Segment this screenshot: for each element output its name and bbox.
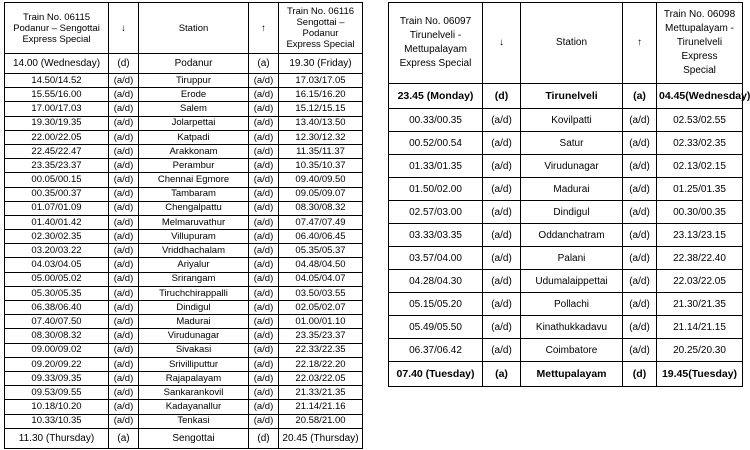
- cell-mark-down: (a/d): [483, 155, 521, 178]
- cell-time-down: 04.28/04.30: [389, 270, 483, 293]
- table-row: [5, 301, 363, 315]
- cell-time-up: 22.03/22.05: [657, 270, 743, 293]
- table-row: [5, 371, 363, 385]
- cell-station: Salem: [139, 102, 249, 116]
- cell-station: Tambaram: [139, 187, 249, 201]
- origin-row: [389, 84, 743, 109]
- cell-mark-down: (a/d): [109, 258, 139, 272]
- cell-mark-down: (a/d): [483, 224, 521, 247]
- cell-time-up: 02.33/02.35: [657, 132, 743, 155]
- down-arrow-icon: ↓: [483, 3, 521, 84]
- left-timetable-wrapper: [4, 2, 364, 449]
- table-row: [5, 258, 363, 272]
- cell-mark-down: (a/d): [483, 109, 521, 132]
- cell-station: Oddanchatram: [521, 224, 623, 247]
- cell-mark-up: (a/d): [249, 301, 279, 315]
- cell-time-down: 22.00/22.05: [5, 130, 109, 144]
- cell-mark-down: (a/d): [483, 132, 521, 155]
- cell-mark-up: (a/d): [249, 130, 279, 144]
- cell-time-down: 02.30/02.35: [5, 230, 109, 244]
- cell-mark-down: (a/d): [483, 201, 521, 224]
- cell-station: Katpadi: [139, 130, 249, 144]
- cell-mark-down: (a/d): [483, 247, 521, 270]
- origin-departure-mark: (d): [483, 84, 521, 109]
- cell-time-up: 00.30/00.35: [657, 201, 743, 224]
- cell-time-down: 03.33/03.35: [389, 224, 483, 247]
- cell-time-up: 23.13/23.15: [657, 224, 743, 247]
- cell-mark-down: (a/d): [109, 130, 139, 144]
- cell-time-down: 01.33/01.35: [389, 155, 483, 178]
- table-row: [389, 132, 743, 155]
- cell-mark-up: (a/d): [249, 215, 279, 229]
- cell-mark-up: (a/d): [623, 316, 657, 339]
- cell-station: Kovilpatti: [521, 109, 623, 132]
- cell-mark-down: (a/d): [109, 272, 139, 286]
- cell-mark-down: (a/d): [109, 244, 139, 258]
- cell-mark-up: (a/d): [249, 272, 279, 286]
- cell-mark-up: (a/d): [623, 270, 657, 293]
- table-row: [389, 109, 743, 132]
- cell-mark-down: (a/d): [109, 74, 139, 88]
- table-header-row: [5, 3, 363, 54]
- destination-arrival-mark: (a): [483, 362, 521, 387]
- cell-time-down: 23.35/23.37: [5, 159, 109, 173]
- cell-time-down: 00.52/00.54: [389, 132, 483, 155]
- cell-time-down: 14.50/14.52: [5, 74, 109, 88]
- table-row: [389, 201, 743, 224]
- origin-arrival-mark: (a): [249, 54, 279, 74]
- cell-time-up: 05.35/05.37: [279, 244, 363, 258]
- cell-time-down: 09.33/09.35: [5, 371, 109, 385]
- cell-mark-up: (a/d): [249, 386, 279, 400]
- cell-station: Dindigul: [139, 301, 249, 315]
- cell-mark-down: (a/d): [483, 316, 521, 339]
- cell-mark-up: (a/d): [249, 74, 279, 88]
- cell-station: Melmaruvathur: [139, 215, 249, 229]
- cell-mark-up: (a/d): [623, 201, 657, 224]
- table-row: [5, 414, 363, 428]
- cell-mark-up: (a/d): [249, 244, 279, 258]
- cell-mark-down: (a/d): [109, 187, 139, 201]
- cell-time-up: 02.05/02.07: [279, 301, 363, 315]
- cell-time-up: 09.40/09.50: [279, 173, 363, 187]
- down-arrow-icon: ↓: [109, 3, 139, 54]
- cell-mark-up: (a/d): [249, 315, 279, 329]
- cell-time-down: 00.05/00.15: [5, 173, 109, 187]
- cell-mark-up: (a/d): [249, 400, 279, 414]
- cell-time-down: 00.35/00.37: [5, 187, 109, 201]
- destination-station: Sengottai: [139, 428, 249, 448]
- destination-departure-mark: (d): [623, 362, 657, 387]
- cell-station: Sivakasi: [139, 343, 249, 357]
- cell-station: Satur: [521, 132, 623, 155]
- cell-time-up: 03.50/03.55: [279, 286, 363, 300]
- cell-mark-down: (a/d): [109, 144, 139, 158]
- cell-time-up: 08.30/08.32: [279, 201, 363, 215]
- cell-time-up: 21.14/21.16: [279, 400, 363, 414]
- header-train-06116: Train No. 06116 Sengottai – Podanur Express Special: [279, 3, 363, 54]
- table-row: [5, 400, 363, 414]
- cell-mark-up: (a/d): [623, 109, 657, 132]
- cell-time-up: 01.00/01.10: [279, 315, 363, 329]
- origin-station: Podanur: [139, 54, 249, 74]
- cell-time-down: 09.20/09.22: [5, 357, 109, 371]
- cell-time-up: 21.33/21.35: [279, 386, 363, 400]
- cell-time-up: 22.33/22.35: [279, 343, 363, 357]
- cell-time-down: 10.33/10.35: [5, 414, 109, 428]
- cell-station: Virudunagar: [139, 329, 249, 343]
- destination-arrival-time: 07.40 (Tuesday): [389, 362, 483, 387]
- header-train-06115: Train No. 06115 Podanur – Sengottai Express Special: [5, 3, 109, 54]
- cell-mark-up: (a/d): [249, 187, 279, 201]
- cell-station: Ariyalur: [139, 258, 249, 272]
- cell-mark-up: (a/d): [249, 230, 279, 244]
- cell-mark-down: (a/d): [109, 386, 139, 400]
- cell-time-down: 04.03/04.05: [5, 258, 109, 272]
- cell-station: Tiruppur: [139, 74, 249, 88]
- cell-time-up: 23.35/23.37: [279, 329, 363, 343]
- cell-mark-down: (a/d): [109, 343, 139, 357]
- header-train-06097: Train No. 06097 Tirunelveli - Mettupalayam Express Special: [389, 3, 483, 84]
- cell-mark-down: (a/d): [109, 88, 139, 102]
- cell-mark-down: (a/d): [109, 102, 139, 116]
- cell-time-down: 00.33/00.35: [389, 109, 483, 132]
- cell-time-down: 01.07/01.09: [5, 201, 109, 215]
- cell-time-down: 05.30/05.35: [5, 286, 109, 300]
- destination-arrival-time: 11.30 (Thursday): [5, 428, 109, 448]
- cell-station: Palani: [521, 247, 623, 270]
- cell-time-up: 04.48/04.50: [279, 258, 363, 272]
- cell-mark-up: (a/d): [623, 224, 657, 247]
- cell-time-up: 16.15/16.20: [279, 88, 363, 102]
- origin-row: [5, 54, 363, 74]
- origin-departure-mark: (d): [109, 54, 139, 74]
- table-row: [5, 386, 363, 400]
- table-row: [5, 187, 363, 201]
- cell-time-down: 09.00/09.02: [5, 343, 109, 357]
- cell-time-down: 05.15/05.20: [389, 293, 483, 316]
- cell-time-up: 10.35/10.37: [279, 159, 363, 173]
- cell-station: Rajapalayam: [139, 371, 249, 385]
- origin-departure-time: 23.45 (Monday): [389, 84, 483, 109]
- cell-mark-down: (a/d): [109, 315, 139, 329]
- cell-station: Srirangam: [139, 272, 249, 286]
- table-row: [389, 224, 743, 247]
- cell-mark-up: (a/d): [623, 132, 657, 155]
- cell-time-up: 13.40/13.50: [279, 116, 363, 130]
- cell-time-down: 22.45/22.47: [5, 144, 109, 158]
- cell-mark-down: (a/d): [109, 116, 139, 130]
- cell-station: Madurai: [521, 178, 623, 201]
- header-train-06098: Train No. 06098 Mettupalayam - Tirunelveli Express Special: [657, 3, 743, 84]
- right-timetable-wrapper: [388, 2, 750, 387]
- cell-station: Villupuram: [139, 230, 249, 244]
- cell-mark-down: (a/d): [109, 329, 139, 343]
- table-row: [5, 159, 363, 173]
- cell-mark-down: (a/d): [109, 286, 139, 300]
- cell-time-up: 07.47/07.49: [279, 215, 363, 229]
- cell-mark-up: (a/d): [249, 159, 279, 173]
- cell-station: Kinathukkadavu: [521, 316, 623, 339]
- cell-mark-up: (a/d): [249, 258, 279, 272]
- table-row: [5, 116, 363, 130]
- cell-mark-up: (a/d): [623, 247, 657, 270]
- cell-mark-up: (a/d): [249, 201, 279, 215]
- cell-mark-down: (a/d): [109, 230, 139, 244]
- cell-station: Perambur: [139, 159, 249, 173]
- cell-time-up: 17.03/17.05: [279, 74, 363, 88]
- cell-mark-down: (a/d): [109, 173, 139, 187]
- cell-mark-down: (a/d): [109, 357, 139, 371]
- cell-time-up: 22.18/22.20: [279, 357, 363, 371]
- table-row: [5, 201, 363, 215]
- cell-station: Erode: [139, 88, 249, 102]
- destination-row: [5, 428, 363, 448]
- origin-arrival-mark: (a): [623, 84, 657, 109]
- table-header-row: [389, 3, 743, 84]
- table-row: [5, 230, 363, 244]
- table-row: [5, 88, 363, 102]
- table-row: [5, 315, 363, 329]
- origin-station: Tirunelveli: [521, 84, 623, 109]
- table-row: [5, 130, 363, 144]
- table-row: [389, 293, 743, 316]
- table-row: [5, 357, 363, 371]
- table-row: [5, 215, 363, 229]
- table-row: [389, 270, 743, 293]
- cell-mark-up: (a/d): [249, 357, 279, 371]
- cell-time-up: 09.05/09.07: [279, 187, 363, 201]
- cell-time-up: 12.30/12.32: [279, 130, 363, 144]
- cell-time-down: 05.49/05.50: [389, 316, 483, 339]
- cell-time-up: 20.58/21.00: [279, 414, 363, 428]
- cell-mark-down: (a/d): [109, 159, 139, 173]
- cell-time-down: 05.00/05.02: [5, 272, 109, 286]
- table-row: [5, 74, 363, 88]
- table-row: [5, 329, 363, 343]
- cell-station: Kadayanallur: [139, 400, 249, 414]
- table-row: [389, 155, 743, 178]
- timetable-06115-06116: [4, 2, 363, 449]
- cell-station: Tiruchchirappalli: [139, 286, 249, 300]
- cell-mark-down: (a/d): [483, 270, 521, 293]
- cell-mark-down: (a/d): [109, 215, 139, 229]
- cell-mark-up: (a/d): [249, 414, 279, 428]
- cell-time-up: 06.40/06.45: [279, 230, 363, 244]
- cell-station: Pollachi: [521, 293, 623, 316]
- cell-time-up: 02.13/02.15: [657, 155, 743, 178]
- cell-station: Vriddhachalam: [139, 244, 249, 258]
- table-row: [5, 286, 363, 300]
- table-row: [5, 244, 363, 258]
- cell-time-up: 20.25/20.30: [657, 339, 743, 362]
- table-row: [389, 339, 743, 362]
- destination-arrival-mark: (a): [109, 428, 139, 448]
- destination-row: [389, 362, 743, 387]
- cell-time-down: 09.53/09.55: [5, 386, 109, 400]
- table-row: [5, 173, 363, 187]
- cell-time-down: 02.57/03.00: [389, 201, 483, 224]
- cell-time-up: 04.05/04.07: [279, 272, 363, 286]
- cell-time-down: 08.30/08.32: [5, 329, 109, 343]
- cell-mark-down: (a/d): [483, 178, 521, 201]
- cell-mark-up: (a/d): [249, 371, 279, 385]
- header-station: Station: [139, 3, 249, 54]
- up-arrow-icon: ↑: [249, 3, 279, 54]
- cell-mark-down: (a/d): [483, 293, 521, 316]
- cell-station: Virudunagar: [521, 155, 623, 178]
- cell-time-up: 21.30/21.35: [657, 293, 743, 316]
- destination-departure-time: 19.45(Tuesday): [657, 362, 743, 387]
- cell-mark-up: (a/d): [249, 144, 279, 158]
- cell-mark-down: (a/d): [109, 301, 139, 315]
- cell-station: Arakkonam: [139, 144, 249, 158]
- cell-mark-up: (a/d): [249, 88, 279, 102]
- table-row: [389, 178, 743, 201]
- cell-mark-up: (a/d): [249, 102, 279, 116]
- timetable-06097-06098: [388, 2, 750, 387]
- cell-time-down: 10.18/10.20: [5, 400, 109, 414]
- cell-station: Chengalpattu: [139, 201, 249, 215]
- cell-time-down: 03.20/03.22: [5, 244, 109, 258]
- cell-time-up: 01.25/01.35: [657, 178, 743, 201]
- origin-arrival-time: 19.30 (Friday): [279, 54, 363, 74]
- cell-mark-up: (a/d): [249, 286, 279, 300]
- table-row: [389, 316, 743, 339]
- table-row: [5, 343, 363, 357]
- origin-arrival-time: 04.45(Wednesday): [657, 84, 743, 109]
- cell-station: Coimbatore: [521, 339, 623, 362]
- cell-mark-up: (a/d): [249, 116, 279, 130]
- table-row: [389, 247, 743, 270]
- table-row: [5, 102, 363, 116]
- cell-time-down: 15.55/16.00: [5, 88, 109, 102]
- cell-mark-up: (a/d): [623, 178, 657, 201]
- cell-mark-up: (a/d): [249, 173, 279, 187]
- cell-mark-down: (a/d): [109, 201, 139, 215]
- cell-time-up: 02.53/02.55: [657, 109, 743, 132]
- cell-mark-down: (a/d): [109, 371, 139, 385]
- origin-departure-time: 14.00 (Wednesday): [5, 54, 109, 74]
- cell-mark-down: (a/d): [483, 339, 521, 362]
- cell-mark-up: (a/d): [249, 329, 279, 343]
- table-row: [5, 144, 363, 158]
- destination-station: Mettupalayam: [521, 362, 623, 387]
- cell-station: Madurai: [139, 315, 249, 329]
- cell-time-down: 17.00/17.03: [5, 102, 109, 116]
- cell-time-down: 01.50/02.00: [389, 178, 483, 201]
- cell-mark-up: (a/d): [623, 155, 657, 178]
- up-arrow-icon: ↑: [623, 3, 657, 84]
- cell-time-up: 11.35/11.37: [279, 144, 363, 158]
- cell-station: Jolarpettai: [139, 116, 249, 130]
- cell-station: Tenkasi: [139, 414, 249, 428]
- cell-mark-down: (a/d): [109, 414, 139, 428]
- cell-mark-up: (a/d): [623, 293, 657, 316]
- table-row: [5, 272, 363, 286]
- cell-time-down: 01.40/01.42: [5, 215, 109, 229]
- cell-time-up: 22.03/22.05: [279, 371, 363, 385]
- cell-time-up: 21.14/21.15: [657, 316, 743, 339]
- cell-mark-up: (a/d): [623, 339, 657, 362]
- cell-station: Sankarankovil: [139, 386, 249, 400]
- cell-time-down: 03.57/04.00: [389, 247, 483, 270]
- header-station: Station: [521, 3, 623, 84]
- cell-station: Chennai Egmore: [139, 173, 249, 187]
- cell-mark-up: (a/d): [249, 343, 279, 357]
- cell-station: Udumalaippettai: [521, 270, 623, 293]
- cell-time-down: 07.40/07.50: [5, 315, 109, 329]
- cell-station: Srivilliputtur: [139, 357, 249, 371]
- cell-time-down: 06.38/06.40: [5, 301, 109, 315]
- cell-time-down: 19.30/19.35: [5, 116, 109, 130]
- destination-departure-mark: (d): [249, 428, 279, 448]
- cell-time-up: 22.38/22.40: [657, 247, 743, 270]
- destination-departure-time: 20.45 (Thursday): [279, 428, 363, 448]
- cell-time-up: 15.12/15.15: [279, 102, 363, 116]
- cell-station: Dindigul: [521, 201, 623, 224]
- cell-mark-down: (a/d): [109, 400, 139, 414]
- cell-time-down: 06.37/06.42: [389, 339, 483, 362]
